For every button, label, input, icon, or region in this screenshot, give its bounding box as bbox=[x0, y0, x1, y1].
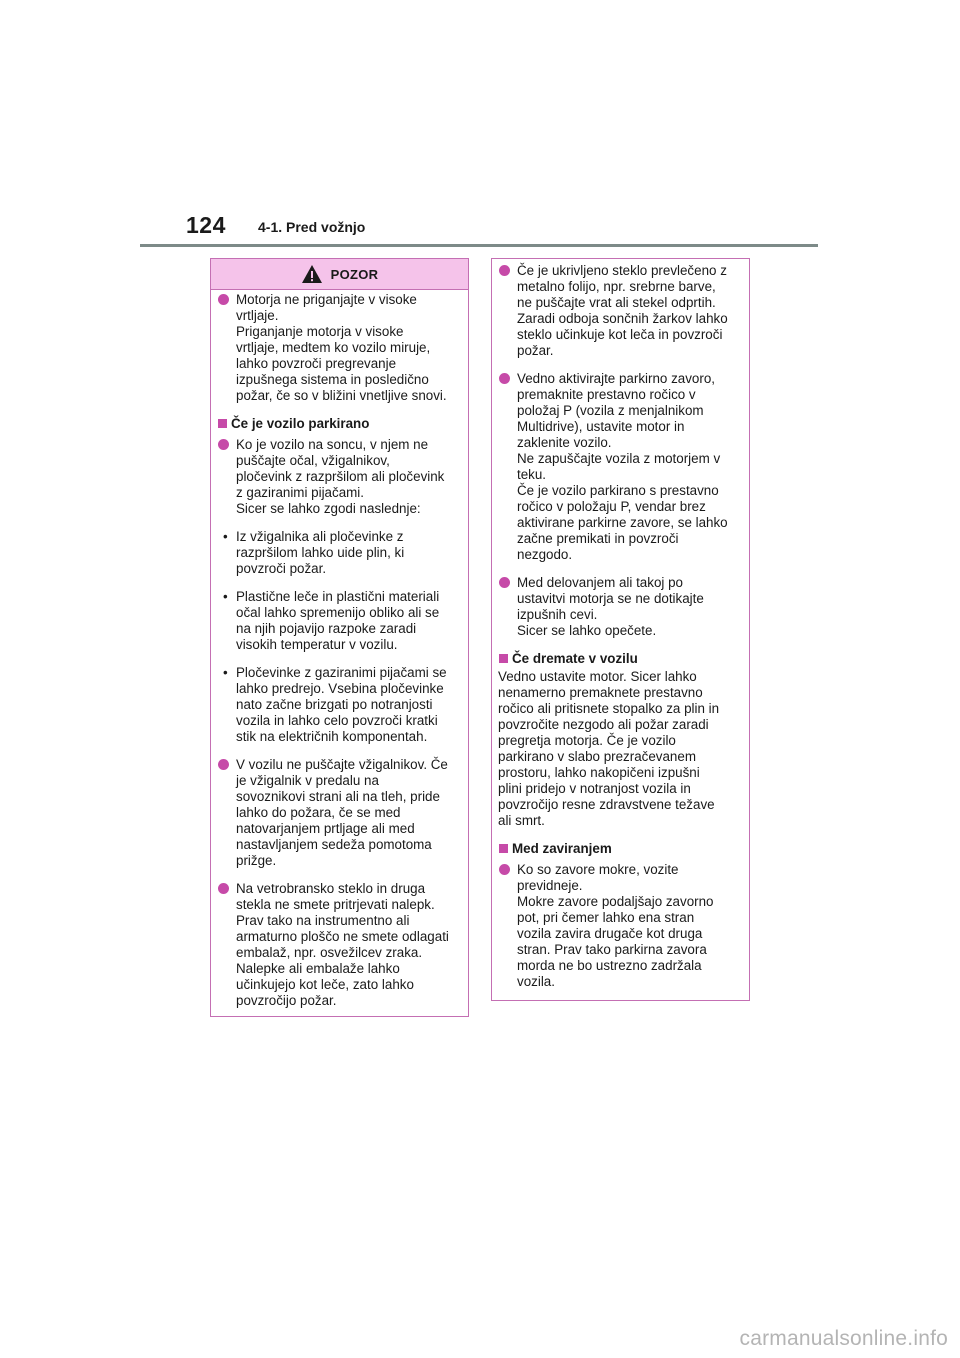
warning-panel-left bbox=[210, 258, 469, 1017]
sub-list-item bbox=[217, 665, 462, 745]
subsection-heading bbox=[498, 651, 743, 667]
list-item-text: Vedno aktivirajte parkirno zavoro, premaknite prestavno ročico v položaj P (vozila z menjalnikom Multidrive), ustavite motor in zaklenite vozilo. Ne zapuščajte vozila z motorjem v teku. Če je vozilo parkirano s prestavno ročico v položaju P, vendar brez aktivirane parkirne zavore, se lahko začne premikati in povzroči nezgodo. bbox=[517, 371, 728, 562]
sub-list-item bbox=[217, 589, 462, 653]
watermark: carmanualsonline.info bbox=[739, 1327, 948, 1350]
square-marker-icon bbox=[218, 419, 227, 428]
warning-triangle-icon bbox=[301, 264, 323, 284]
bullet-dot-icon bbox=[499, 265, 510, 276]
page-number: 124 bbox=[186, 212, 226, 238]
sub-list-item-text: Plastične leče in plastični materiali očal lahko spremenijo obliko ali se na njih pojavijo razpoke zaradi visokih temperatur v vozilu. bbox=[236, 589, 440, 652]
warning-content-right bbox=[492, 259, 749, 990]
dash-marker-icon: • bbox=[223, 665, 228, 680]
sub-list-item-text: Iz vžigalnika ali pločevinke z razpršilom lahko uide plin, ki povzroči požar. bbox=[236, 529, 405, 576]
warning-header bbox=[211, 259, 468, 290]
sub-list-item bbox=[217, 529, 462, 577]
bullet-dot-icon bbox=[218, 294, 229, 305]
bullet-dot-icon bbox=[499, 577, 510, 588]
warning-title: POZOR bbox=[330, 266, 379, 282]
sub-list-item-text: Pločevinke z gaziranimi pijačami se lahko predrejo. Vsebina pločevinke nato začne brizgati po notranjosti vozila in lahko celo povzroči kratki stik na električnih komponentah. bbox=[236, 665, 447, 744]
list-item-text: V vozilu ne puščajte vžigalnikov. Če je vžigalnik v predalu na sovoznikovi strani ali na tleh, pride lahko do požara, če se med natovarjanjem prtljage ali med nastavljanjem sedeža pomotoma prižge. bbox=[236, 757, 448, 868]
bullet-dot-icon bbox=[218, 883, 229, 894]
subsection-heading bbox=[217, 416, 462, 432]
bullet-dot-icon bbox=[499, 864, 510, 875]
warning-content-left bbox=[211, 290, 468, 1009]
dash-marker-icon: • bbox=[223, 589, 228, 604]
list-item-text: Med delovanjem ali takoj po ustavitvi motorja se ne dotikajte izpušnih cevi. Sicer se lahko opečete. bbox=[517, 575, 704, 638]
dash-marker-icon: • bbox=[223, 529, 228, 544]
list-item-text: Ko je vozilo na soncu, v njem ne puščajte očal, vžigalnikov, pločevink z razpršilom ali pločevink z gaziranimi pijačami. Sicer se lahko zgodi naslednje: bbox=[236, 437, 445, 516]
list-item bbox=[217, 437, 462, 517]
warning-panel-right bbox=[491, 258, 750, 1001]
list-item-text: Če je ukrivljeno steklo prevlečeno z metalno folijo, npr. srebrne barve, ne puščajte vrat ali stekel odprtih. Zaradi odboja sončnih žarkov lahko steklo učinkuje kot leča in povzroči požar. bbox=[517, 263, 728, 358]
section-title: 4-1. Pred vožnjo bbox=[258, 219, 366, 235]
list-item bbox=[217, 757, 462, 869]
square-marker-icon bbox=[499, 654, 508, 663]
list-item bbox=[498, 862, 743, 990]
list-item bbox=[498, 371, 743, 563]
list-item bbox=[498, 263, 743, 359]
subsection-heading-text: Med zaviranjem bbox=[512, 841, 612, 856]
subsection-heading-text: Če je vozilo parkirano bbox=[231, 416, 370, 431]
bullet-dot-icon bbox=[218, 439, 229, 450]
list-item-text: Motorja ne priganjajte v visoke vrtljaje. Priganjanje motorja v visoke vrtljaje, medtem ko vozilo miruje, lahko povzroči pregrevanje izpušnega sistema in posledično požar, če so v bližini vnetljive snovi. bbox=[236, 292, 447, 403]
list-item bbox=[498, 575, 743, 639]
subsection-heading bbox=[498, 841, 743, 857]
list-item-text: Na vetrobransko steklo in druga stekla ne smete pritrjevati nalepk. Prav tako na instrumentno ali armaturno ploščo ne smete odlagati embalaž, npr. osvežilcev zraka. Nalepke ali embalaže lahko učinkujejo kot leče, zato lahko povzročijo požar. bbox=[236, 881, 449, 1008]
header-rule bbox=[140, 244, 818, 247]
square-marker-icon bbox=[499, 844, 508, 853]
bullet-dot-icon bbox=[499, 373, 510, 384]
paragraph: Vedno ustavite motor. Sicer lahko nenamerno premaknete prestavno ročico ali pritisnete stopalko za plin in povzročite nezgodo ali požar zaradi pregretja motorja. Če je vozilo parkirano v slabo prezračevanem prostoru, lahko nakopičeni izpušni plini pridejo v notranjost vozila in povzročijo resne zdravstvene težave ali smrt. bbox=[498, 669, 720, 828]
subsection-heading-text: Če dremate v vozilu bbox=[512, 651, 638, 666]
list-item bbox=[217, 881, 462, 1009]
bullet-dot-icon bbox=[218, 759, 229, 770]
list-item bbox=[217, 292, 462, 404]
list-item-text: Ko so zavore mokre, vozite previdneje. Mokre zavore podaljšajo zavorno pot, pri čemer lahko ena stran vozila zavira drugače kot druga stran. Prav tako parkirna zavora morda ne bo ustrezno zadržala vozila. bbox=[517, 862, 714, 989]
